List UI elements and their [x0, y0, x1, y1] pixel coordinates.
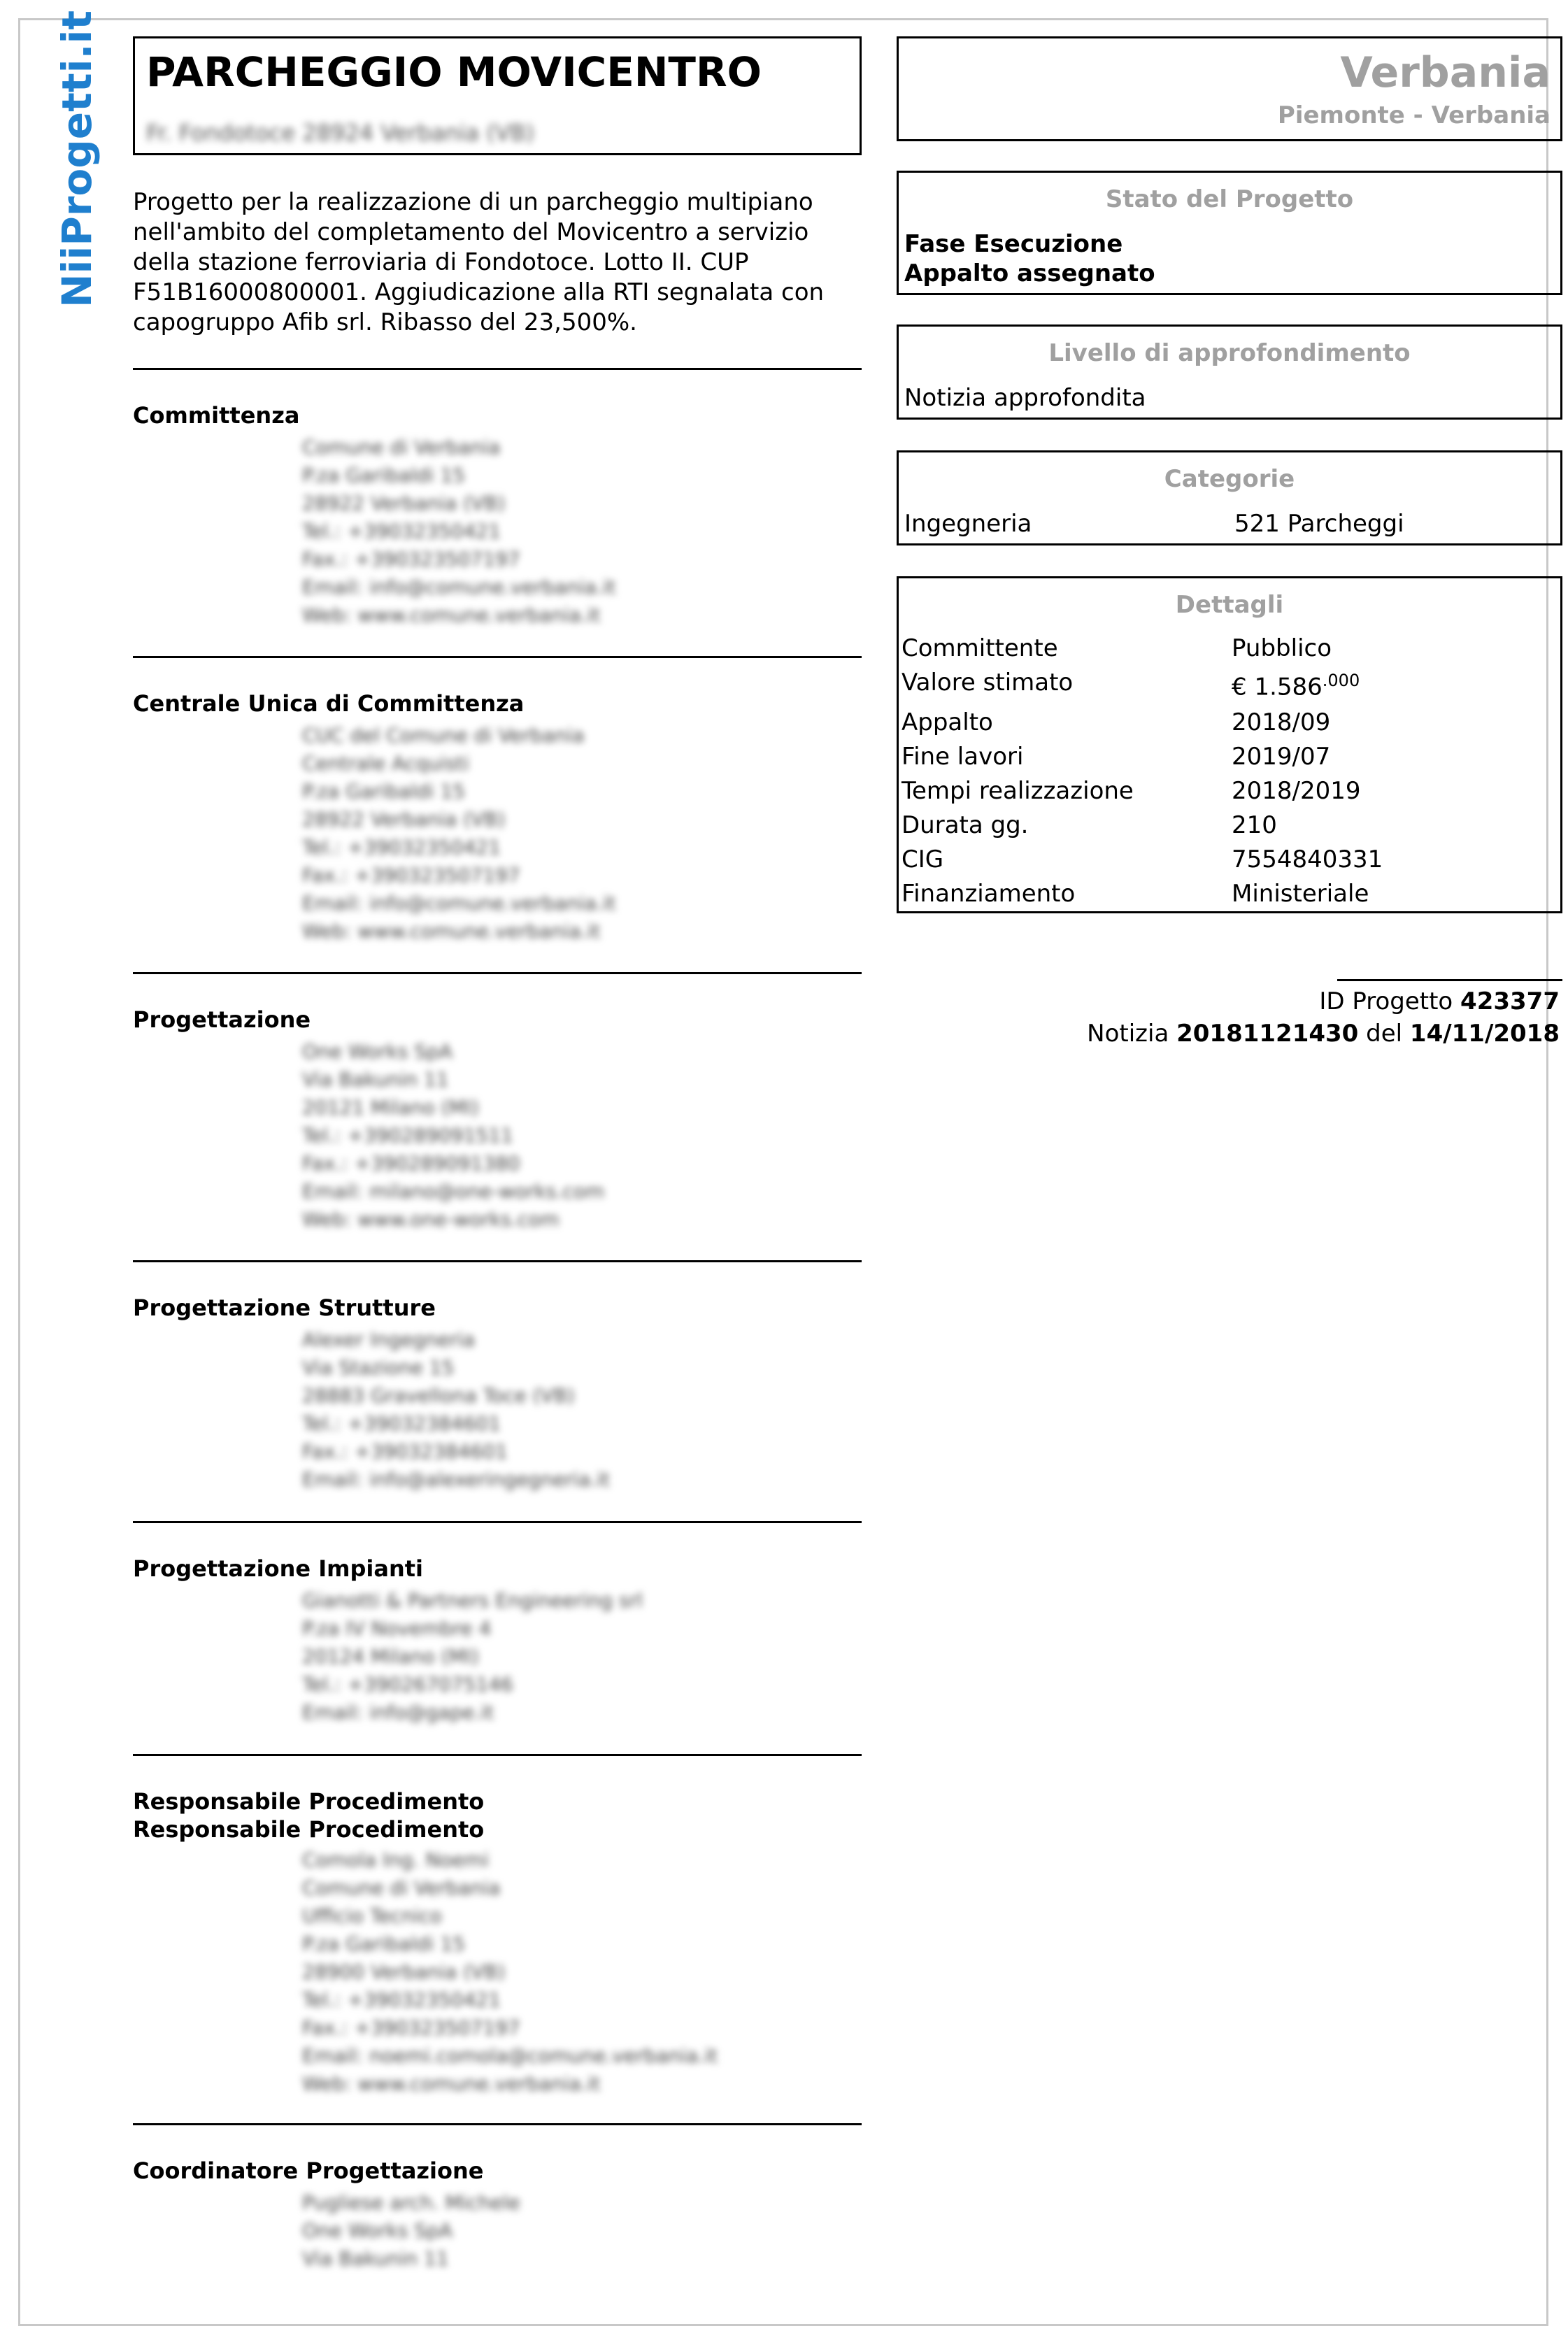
dettagli-value: Pubblico: [1232, 634, 1332, 662]
dettagli-value: € $1.586^{.000}$: [1232, 671, 1360, 701]
section-header-committenza: Committenza: [133, 402, 300, 429]
committenza-contact: Comune di Verbania P.za Garibaldi 15 28922 Verbania (VB) Tel.: +39032350421 Fax.: +390323507197 Email: info@comune.verbania.it Web: www.comune.verbania.it: [302, 436, 616, 627]
section-divider: [133, 2123, 862, 2125]
stato-header: Stato del Progetto: [1105, 185, 1354, 213]
id-divider: [1337, 979, 1562, 981]
responsabile-contact: Comola Ing. Noemi Comune di Verbania Ufficio Tecnico P.za Garibaldi 15 28900 Verbania (VB) Tel.: +39032350421 Fax.: +390323507197 Email: noemi.comola@comune.verbania.it Web: www.comune.verbania.it: [302, 1848, 718, 2095]
stato-fase: Fase Esecuzione: [904, 230, 1123, 258]
coordinatore-contact: Pugliese arch. Michele One Works SpA Via Bakunin 11: [302, 2191, 520, 2270]
region-name: Piemonte - Verbania: [1277, 101, 1551, 129]
dettagli-label: Valore stimato: [901, 669, 1074, 697]
id-block: [897, 987, 1560, 1057]
categorie-box: [897, 450, 1562, 545]
progettazione-contact: One Works SpA Via Bakunin 11 20121 Milano (MI) Tel.: +390289091511 Fax.: +390289091380 Email: milano@one-works.com Web: www.one-works.com: [302, 1040, 605, 1231]
livello-header: Livello di approfondimento: [1048, 339, 1411, 367]
livello-box: [897, 324, 1562, 420]
section-divider: [133, 1754, 862, 1756]
section-divider: [133, 1260, 862, 1262]
logo-text: NiiProgetti.it: [53, 10, 101, 308]
dettagli-value: 2018/09: [1232, 708, 1331, 736]
id-progetto: ID Progetto 423377: [1319, 987, 1560, 1015]
categorie-label: Ingegneria: [904, 510, 1032, 538]
dettagli-label: Fine lavori: [901, 743, 1024, 771]
dettagli-label: Tempi realizzazione: [901, 777, 1134, 805]
dettagli-value: 7554840331: [1232, 846, 1383, 873]
cuc-contact: CUC del Comune di Verbania Centrale Acquisti P.za Garibaldi 15 28922 Verbania (VB) Tel.: +39032350421 Fax.: +390323507197 Email: info@comune.verbania.it Web: www.comune.verbania.it: [302, 724, 616, 943]
impianti-contact: Gianotti & Partners Engineering srl P.za IV Novembre 4 20124 Milano (MI) Tel.: +390267075146 Email: info@gape.it: [302, 1589, 643, 1724]
section-divider: [133, 368, 862, 370]
section-header-progettazione: Progettazione: [133, 1006, 311, 1033]
dettagli-value: 2018/2019: [1232, 777, 1361, 805]
livello-value: Notizia approfondita: [904, 384, 1146, 412]
dettagli-label: Committente: [901, 634, 1058, 662]
section-header-coordinatore: Coordinatore Progettazione: [133, 2157, 484, 2184]
section-divider: [133, 972, 862, 974]
dettagli-box: [897, 576, 1562, 913]
stato-box: [897, 171, 1562, 295]
section-divider: [133, 656, 862, 658]
dettagli-label: Appalto: [901, 708, 993, 736]
project-address: Fr. Fondotoce 28924 Verbania (VB): [146, 120, 535, 146]
section-header-responsabile: Responsabile Procedimento: [133, 1788, 485, 1815]
dettagli-label: Durata gg.: [901, 811, 1029, 839]
title-box: [133, 36, 862, 155]
section-header-cuc: Centrale Unica di Committenza: [133, 690, 525, 717]
dettagli-label: Finanziamento: [901, 880, 1076, 908]
section-divider: [133, 1521, 862, 1523]
dettagli-value: Ministeriale: [1232, 880, 1369, 908]
project-description: Progetto per la realizzazione di un parcheggio multipiano nell'ambito del completamento del Movicentro a servizio della stazione ferroviaria di Fondotoce. Lotto II. CUP F51B16000800001. Aggiudicazione alla RTI segnalata con capogruppo Afib srl. Ribasso del 23,500%.: [133, 188, 825, 336]
stato-appalto: Appalto assegnato: [904, 259, 1155, 287]
city-name: Verbania: [1340, 48, 1551, 97]
section-header-responsabile-2: Responsabile Procedimento: [133, 1816, 485, 1843]
location-box: [897, 36, 1562, 141]
notizia-ref: Notizia 20181121430 del 14/11/2018: [1087, 1020, 1560, 1048]
categorie-value: 521 Parcheggi: [1234, 510, 1404, 538]
section-header-progettazione-strutture: Progettazione Strutture: [133, 1294, 436, 1321]
dettagli-label: CIG: [901, 846, 944, 873]
dettagli-value: 2019/07: [1232, 743, 1331, 771]
niiprogetti-logo[interactable]: [49, 10, 105, 308]
dettagli-header: Dettagli: [1175, 591, 1284, 619]
section-header-progettazione-impianti: Progettazione Impianti: [133, 1555, 423, 1582]
project-title: PARCHEGGIO MOVICENTRO: [146, 48, 762, 96]
strutture-contact: Alexer Ingegneria Via Stazione 15 28883 Gravellona Toce (VB) Tel.: +39032384601 Fax.: +39032384601 Email: info@alexeringegneria.it: [302, 1328, 611, 1491]
categorie-header: Categorie: [1164, 465, 1295, 493]
dettagli-value: 210: [1232, 811, 1277, 839]
